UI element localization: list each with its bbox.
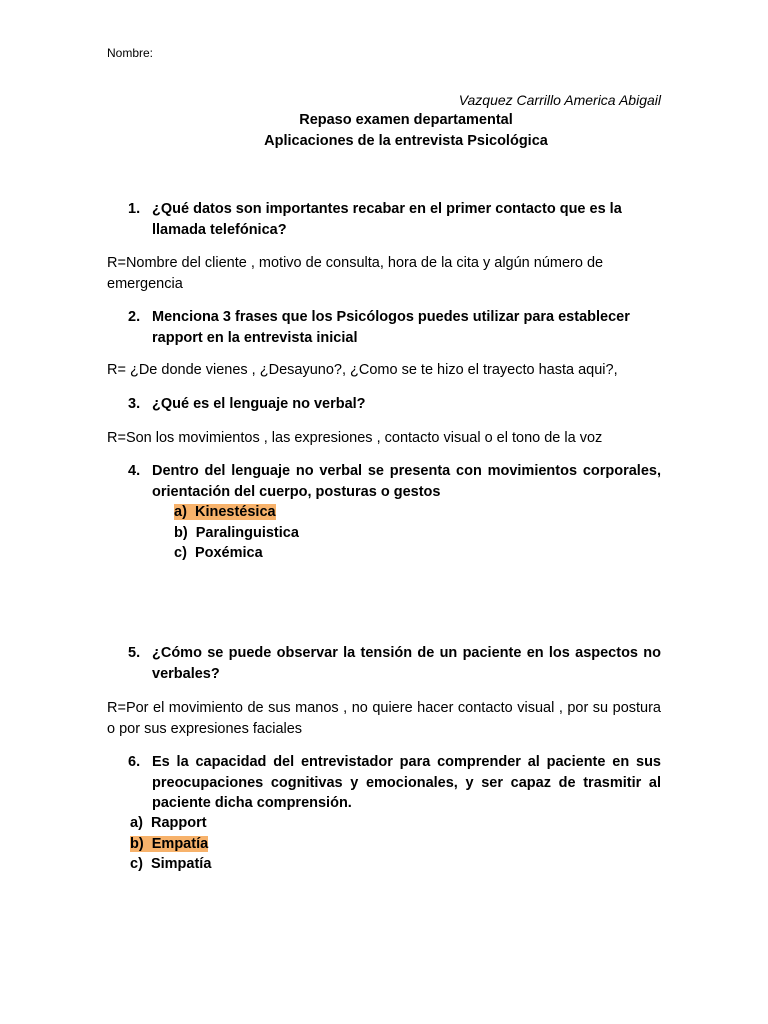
question-number: 4. bbox=[128, 463, 141, 479]
option-c bbox=[130, 854, 211, 875]
question-text: ¿Cómo se puede observar la tensión de un paciente en los aspectos no verbales? bbox=[152, 645, 661, 682]
question-text: Dentro del lenguaje no verbal se presenta con movimientos corporales, orientación del cuerpo, posturas o gestos bbox=[152, 463, 661, 500]
document-subtitle: Aplicaciones de la entrevista Psicológica bbox=[264, 133, 548, 149]
option-a bbox=[130, 813, 207, 834]
question-number: 5. bbox=[128, 645, 141, 661]
question-number: 1. bbox=[128, 201, 141, 217]
option-letter: a) bbox=[130, 815, 143, 831]
option-text: Empatía bbox=[151, 836, 209, 852]
nombre-label: Nombre: bbox=[107, 46, 154, 60]
answer-3: R=Son los movimientos , las expresiones , contacto visual o el tono de la voz bbox=[107, 430, 603, 446]
answer-1: R=Nombre del cliente , motivo de consulta, hora de la cita y algún número de emergencia bbox=[107, 255, 604, 292]
question-number: 3. bbox=[128, 396, 141, 412]
question-1 bbox=[128, 199, 661, 240]
question-4 bbox=[128, 461, 661, 502]
option-text: Rapport bbox=[150, 815, 207, 831]
option-letter: c) bbox=[130, 856, 143, 872]
option-c bbox=[174, 543, 263, 564]
answer-2: R= ¿De donde vienes , ¿Desayuno?, ¿Como se te hizo el trayecto hasta aqui?, bbox=[107, 362, 618, 378]
option-letter: b) bbox=[130, 836, 144, 852]
answer-5: R=Por el movimiento de sus manos , no quiere hacer contacto visual , por su postura o por sus expresiones faciales bbox=[107, 700, 661, 737]
question-text: Menciona 3 frases que los Psicólogos puedes utilizar para establecer rapport en la entrevista inicial bbox=[152, 309, 630, 346]
option-letter: b) bbox=[174, 525, 188, 541]
question-text: Es la capacidad del entrevistador para comprender al paciente en sus preocupaciones cognitivas y emocionales, y ser capaz de trasmitir al paciente dicha comprensión. bbox=[152, 754, 661, 811]
question-6 bbox=[128, 752, 661, 814]
author-name: Vazquez Carrillo America Abigail bbox=[458, 92, 661, 108]
question-2 bbox=[128, 307, 661, 348]
option-b bbox=[174, 523, 299, 544]
option-text: Kinestésica bbox=[194, 504, 276, 520]
question-text: ¿Qué datos son importantes recabar en el primer contacto que es la llamada telefónica? bbox=[152, 201, 622, 238]
option-b bbox=[130, 834, 208, 855]
document-title: Repaso examen departamental bbox=[299, 112, 513, 128]
question-text: ¿Qué es el lenguaje no verbal? bbox=[152, 396, 366, 412]
question-number: 2. bbox=[128, 309, 141, 325]
question-5 bbox=[128, 643, 661, 684]
question-number: 6. bbox=[128, 754, 141, 770]
option-text: Paralinguistica bbox=[195, 525, 299, 541]
option-letter: a) bbox=[174, 504, 187, 520]
option-letter: c) bbox=[174, 545, 187, 561]
option-text: Poxémica bbox=[194, 545, 263, 561]
option-text: Simpatía bbox=[150, 856, 212, 872]
option-a bbox=[174, 502, 276, 523]
question-3 bbox=[128, 394, 661, 415]
